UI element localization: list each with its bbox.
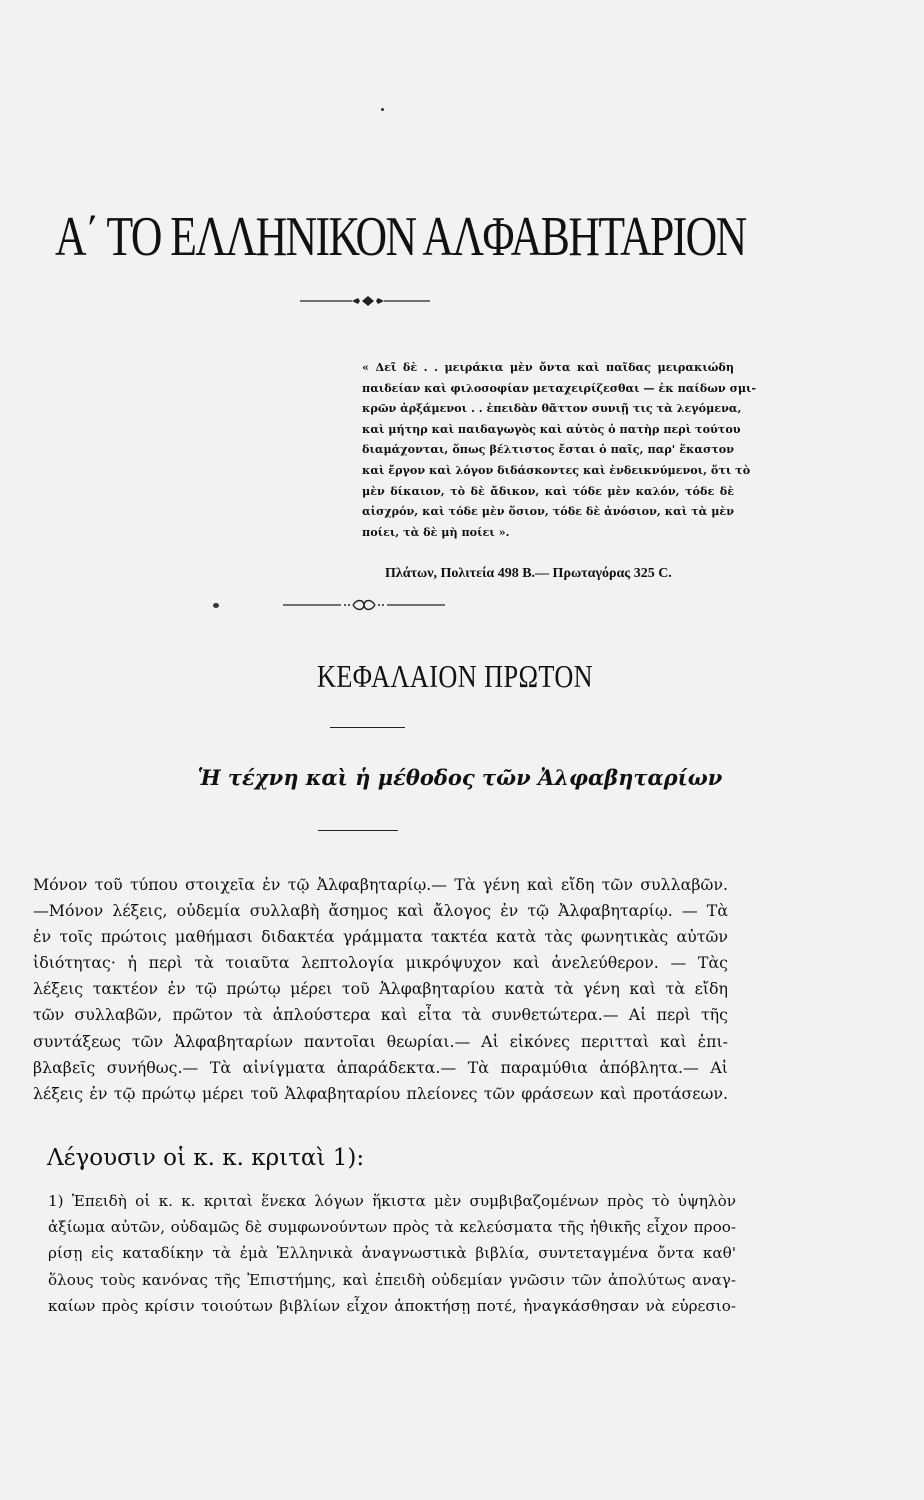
footnote-line: ρίσῃ εἰς καταδίκην τὰ ἐμὰ Ἑλληνικὰ ἀναγνωστικὰ βιβλία, συντεταγμένα ὄντα καθ' <box>48 1244 736 1263</box>
epigraph-line: διαμάχονται, ὅπως βέλτιστος ἔσται ὁ παῖς, παρ' ἕκαστον <box>362 442 734 457</box>
heading-rule <box>330 727 405 728</box>
footnote-line: καίων πρὸς κρίσιν τοιούτων βιβλίων εἶχον ἀποκτήσῃ ποτέ, ἠναγκάσθησαν νὰ εὑρεσιο- <box>48 1296 736 1315</box>
epigraph-line: αἰσχρόν, καὶ τόδε μὲν ὅσιον, τόδε δὲ ἀνόσιον, καὶ τὰ μὲν <box>362 504 734 519</box>
epigraph-line: καὶ ἔργον καὶ λόγον διδάσκοντες καὶ ἐνδεικνύμενοι, ὅτι τὸ <box>362 462 751 477</box>
critics-said-line: Λέγουσιν οἱ κ. κ. κριταὶ 1): <box>47 1145 365 1171</box>
epigraph-line: μὲν δίκαιον, τὸ δὲ ἄδικον, καὶ τόδε μὲν καλόν, τόδε δὲ <box>362 483 734 498</box>
footnote-line: 1) Ἐπειδὴ οἱ κ. κ. κριταὶ ἕνεκα λόγων ἥκιστα μὲν συμβιβαζομένων πρὸς τὸ ὑψηλὸν <box>48 1192 736 1210</box>
main-title: Α΄ ΤΟ ΕΛΛΗΝΙΚΟΝ ΑΛΦΑΒΗΤΑΡΙΟΝ <box>55 206 746 268</box>
title-ornament <box>300 294 430 308</box>
subtitle-rule <box>318 830 398 831</box>
summary-line: ἐν τοῖς πρώτοις μαθήμασι διδακτέα γράμματα τακτέα κατὰ τὰς φωνητικὰς αὐτῶν <box>33 927 728 947</box>
epigraph-line: ποίει, τὰ δὲ μὴ ποίει ». <box>362 524 510 539</box>
epigraph <box>362 357 757 542</box>
summary-line: Μόνον τοῦ τύπου στοιχεῖα ἐν τῷ Ἀλφαβηταρίῳ.— Τὰ γένη καὶ εἴδη τῶν συλλαβῶν. <box>33 875 728 894</box>
print-speck <box>381 108 384 111</box>
chapter-heading: ΚΕΦΑΛΑΙΟΝ ΠΡΩΤΟΝ <box>316 658 594 694</box>
section-ornament <box>283 598 445 612</box>
epigraph-line: παιδείαν καὶ φιλοσοφίαν μεταχειρίζεσθαι — ἐκ παίδων σμι- <box>362 380 757 395</box>
chapter-summary <box>33 872 728 1107</box>
summary-line: λέξεις ἐν τῷ πρώτῳ μέρει τοῦ Ἀλφαβηταρίου πλείονες τῶν φράσεων καὶ προτάσεων. <box>33 1083 728 1103</box>
summary-line: λέξεις τακτέον ἐν τῷ πρώτῳ μέρει τοῦ Ἀλφαβηταρίου κατὰ τὰ γένη καὶ τὰ εἴδη <box>33 979 728 999</box>
summary-line: τῶν συλλαβῶν, πρῶτον τὰ ἁπλούστερα καὶ εἶτα τὰ συνθετώτερα.— Αἱ περὶ τῆς <box>33 1005 728 1025</box>
footnote-line: ἀξίωμα αὐτῶν, οὐδαμῶς δὲ συμφωνούντων πρὸς τὰ κελεύσματα τῆς ἠθικῆς εἶχον προο- <box>48 1218 736 1237</box>
summary-line: συντάξεως τῶν Ἀλφαβηταρίων παντοῖαι θεωρίαι.— Αἱ εἰκόνες περιτταὶ καὶ ἐπι- <box>33 1031 728 1051</box>
summary-line: ἰδιότητας· ἡ περὶ τὰ τοιαῦτα λεπτολογία μικρόψυχον καὶ ἀνελεύθερον. — Τὰς <box>33 953 728 973</box>
summary-line: βλαβεῖς συνήθως.— Τὰ αἰνίγματα ἀπαράδεκτα.— Τὰ παραμύθια ἀπόβλητα.— Αἱ <box>33 1057 728 1077</box>
epigraph-line: κρῶν ἀρξάμενοι . . ἐπειδὰν θᾶττον συνιῇ τις τὰ λεγόμενα, <box>362 401 742 416</box>
summary-line: —Μόνον λέξεις, οὐδεμία συλλαβὴ ἄσημος καὶ ἄλογος ἐν τῷ Ἀλφαβηταρίῳ. — Τὰ <box>33 901 728 921</box>
epigraph-line: καὶ μήτηρ καὶ παιδαγωγὸς καὶ αὐτὸς ὁ πατὴρ περὶ τούτου <box>362 421 741 436</box>
footnote-line: ὅλους τοὺς κανόνας τῆς Ἐπιστήμης, καὶ ἐπειδὴ οὐδεμίαν γνῶσιν τῶν ἀπολύτως αναγ- <box>48 1270 736 1289</box>
epigraph-line: « Δεῖ δὲ . . μειράκια μὲν ὄντα καὶ παῖδας μειρακιώδη <box>362 360 734 374</box>
epigraph-citation: Πλάτων, Πολιτεία 498 Β.— Πρωταγόρας 325 C. <box>385 566 672 581</box>
print-speck <box>213 603 219 608</box>
chapter-subtitle: Ἡ τέχνη καὶ ἡ μέθοδος τῶν Ἀλφαβηταρίων <box>197 765 723 790</box>
footnote <box>48 1188 736 1319</box>
